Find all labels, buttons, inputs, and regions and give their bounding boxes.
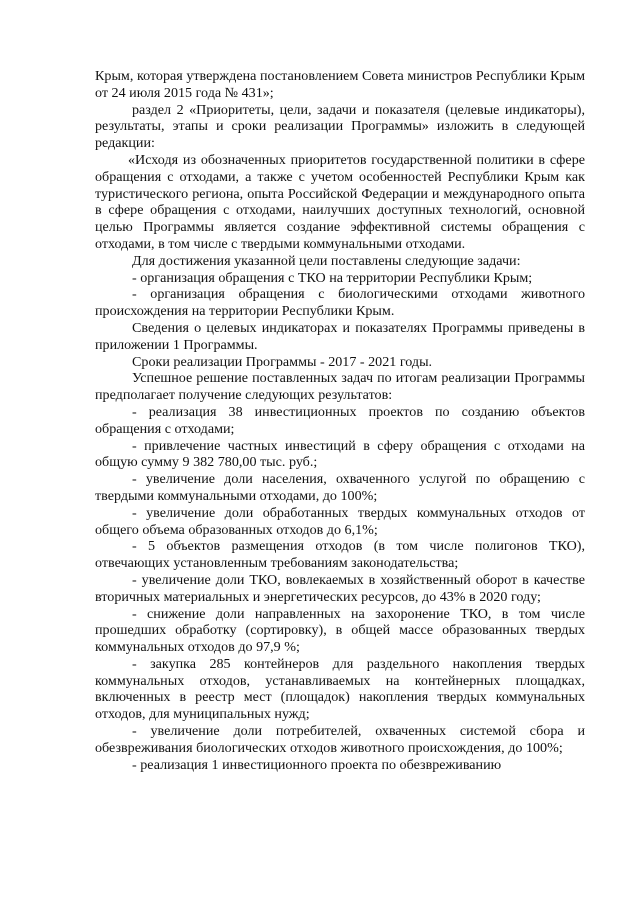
list-item-task: - организация обращения с биологическими отходами животного происхождения на территории Республики Крым.	[95, 286, 585, 320]
list-item-result: - увеличение доли обработанных твердых коммунальных отходов от общего объема образованных отходов до 6,1%;	[95, 504, 585, 538]
list-item-result: - увеличение доли ТКО, вовлекаемых в хозяйственный оборот в качестве вторичных материальных и энергетических ресурсов, до 43% в 2020 году;	[95, 571, 585, 605]
list-item-result: - снижение доли направленных на захоронение ТКО, в том числе прошедших обработку (сортировку), в общей массе образованных твердых коммунальных отходов до 97,9 %;	[95, 605, 585, 656]
paragraph-results-intro: Успешное решение поставленных задач по итогам реализации Программы предполагает получение следующих результатов:	[95, 370, 585, 404]
paragraph-tasks-intro: Для достижения указанной цели поставлены следующие задачи:	[132, 252, 521, 269]
list-item-result: - реализация 1 инвестиционного проекта по обезвреживанию	[132, 756, 502, 773]
list-item-result: - 5 объектов размещения отходов (в том числе полигонов ТКО), отвечающих установленным требованиям законодательства;	[95, 538, 585, 572]
list-item-result: - закупка 285 контейнеров для раздельного накопления твердых коммунальных отходов, устанавливаемых на контейнерных площадках, включенных в реестр мест (площадок) накопления твердых коммунальных отходов, для муниципальных нужд;	[95, 655, 585, 723]
paragraph-indicators-reference: Сведения о целевых индикаторах и показателях Программы приведены в приложении 1 Программы.	[95, 319, 585, 353]
list-item-result: - увеличение доли потребителей, охваченных системой сбора и обезвреживания биологических отходов животного происхождения, до 100%;	[95, 723, 585, 756]
list-item-result: - увеличение доли населения, охваченного услугой по обращению с твердыми коммунальными отходами, до 100%;	[95, 471, 585, 504]
list-item-task: - организация обращения с ТКО на территории Республики Крым;	[132, 269, 533, 286]
paragraph-program-goal: «Исходя из обозначенных приоритетов государственной политики в сфере обращения с отходами, а также с учетом особенностей Республики Крым как туристического региона, опыта Российской Федерации и международного опыта в сфере обращения с отходами, наилучших доступных технологий, основной целью Программы является создание эффективной системы обращения с отходами, в том числе с твердыми коммунальными отходами.	[95, 151, 585, 252]
paragraph-program-period: Сроки реализации Программы - 2017 - 2021 годы.	[132, 353, 433, 370]
list-item-result: - привлечение частных инвестиций в сферу обращения с отходами на общую сумму 9 382 780,00 тыс. руб.;	[95, 437, 585, 471]
paragraph-decree-reference: Крым, которая утверждена постановлением Совета министров Республики Крым от 24 июля 2015 года № 431»;	[95, 68, 585, 101]
list-item-result: - реализация 38 инвестиционных проектов по созданию объектов обращения с отходами;	[95, 403, 585, 437]
paragraph-section-2-amendment: раздел 2 «Приоритеты, цели, задачи и показателя (целевые индикаторы), результаты, этапы и сроки реализации Программы» изложить в следующей редакции:	[95, 101, 585, 152]
